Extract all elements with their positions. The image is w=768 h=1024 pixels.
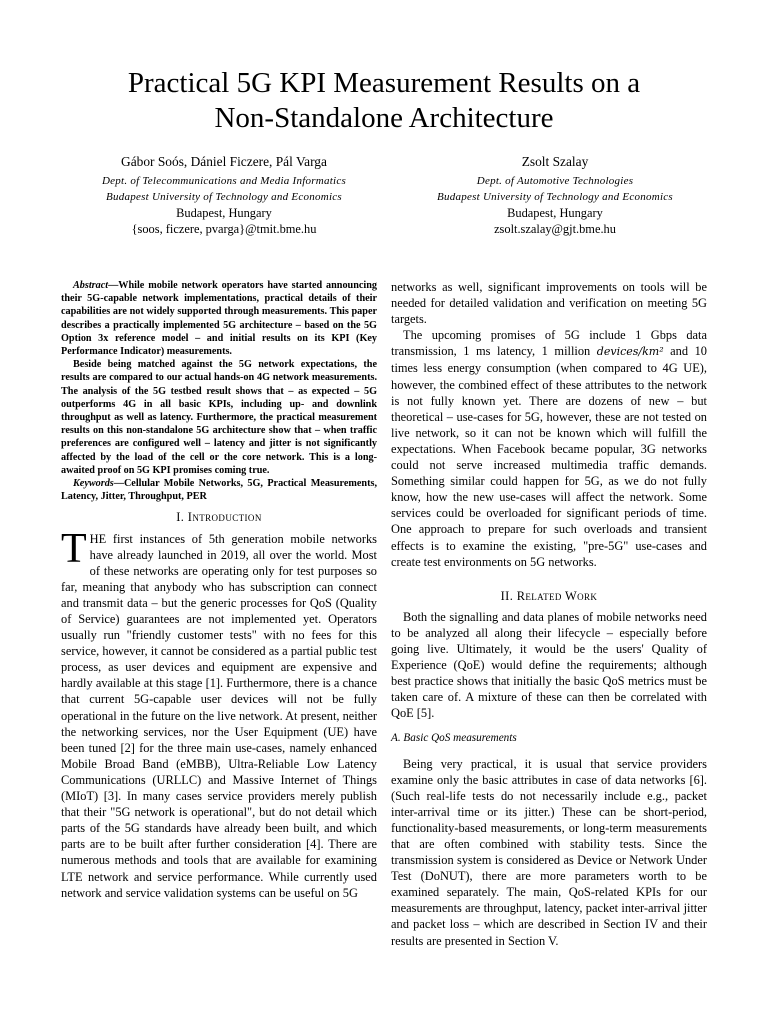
section-heading-related-work: II. Related Work <box>500 588 598 603</box>
author-names: Zsolt Szalay <box>521 154 589 169</box>
author-dept: Dept. of Automotive Technologies <box>476 175 634 187</box>
intro-paragraph-1-continued: networks as well, significant improvements on tools will be needed for detailed validation and verification on meeting 5G targets. <box>391 280 707 327</box>
author-city: Budapest, Hungary <box>176 206 272 220</box>
author-block-1 <box>64 154 384 237</box>
subsection-heading-basic-qos: A. Basic QoS measurements <box>391 732 517 745</box>
right-column <box>391 279 707 949</box>
author-city: Budapest, Hungary <box>507 206 603 220</box>
basic-qos-paragraph-1: Being very practical, it is usual that service providers examine only the basic attributes in case of data networks [6]. (Such real-life tests do not necessarily include e.g., packet inter-arrival time or its jitter.) These can be short-period, functionality-based measurements, or long-term measurements that are often combined with stability tests. Since the transmission system is considered as Device or Network Under Test (DoNUT), there are more parameters worth to be examined separately. The main, QoS-related KPIs for our measurements are throughput, latency, packet inter-arrival jitter and packet loss – which are described in Section IV and their results are presented in Section V. <box>391 756 707 948</box>
author-univ: Budapest University of Technology and Economics <box>437 191 673 203</box>
author-names: Gábor Soós, Dániel Ficzere, Pál Varga <box>121 154 327 169</box>
author-email: zsolt.szalay@gjt.bme.hu <box>494 222 616 236</box>
paper-title <box>60 66 708 136</box>
keywords: Keywords—Cellular Mobile Networks, 5G, Practical Measurements, Latency, Jitter, Throughput, PER <box>61 478 377 503</box>
abstract <box>61 279 377 503</box>
drop-cap: T <box>61 525 87 572</box>
abstract-paragraph-2: Beside being matched against the 5G network expectations, the results are compared to our actual hands-on 4G network measurements. The analysis of the 5G testbed result shows that – as expected – 5G outperforms 4G in all basic KPIs, including up- and downlink throughput as well as latency. Furthermore, the practical measurement results on this non-standalone 5G architecture show that – when traffic preferences are configured well – latency and jitter is not significantly affected by the load of the cell or the core network. This is a long-awaited proof on 5G KPI promises coming true. <box>61 359 377 476</box>
math-devices-per-km2: devices/km² <box>596 345 664 359</box>
title-line-2: Non-Standalone Architecture <box>214 102 554 134</box>
intro-paragraph-1: THE first instances of 5th generation mobile networks have already launched in 2019, all over the world. Most of these networks are operating only for test purposes so far, meaning that anybody who has subscription can connect and transmit data – but the generic processes for QoS (Quality of Service) guarantees are not implemented yet. Operators usually run "friendly customer tests" with no fees for this service, however, it cannot be considered as a partial public test process, as user devices and equipment are expensive and hardly available at this stage [1]. Furthermore, there is a chance that current 5G-capable user devices will not be fully operational in the future on the live network. At present, neither the networking services, nor the User Equipment (UE) have been tuned [2] for the three main use-cases, namely enhanced Mobile Broad Band (eMBB), Ultra-Reliable Low Latency Communications (URLLC) and Massive Internet of Things (MIoT) [3]. In many cases service providers merely publish that their "5G network is operational", but do not detail which parts of the 5G standards have already been built, and which parts are to be built after further consideration [4]. There are numerous methods and tools that are available for examining LTE network and service performance. While currently used network and service validation systems can be useful on 5G <box>61 525 377 900</box>
intro-body <box>61 525 377 901</box>
abstract-lead: Abstract <box>73 280 109 291</box>
author-email: {soos, ficzere, pvarga}@tmit.bme.hu <box>131 222 317 236</box>
left-column <box>61 279 377 901</box>
related-work-paragraph-1: Both the signalling and data planes of mobile networks need to be analyzed all along their lifecycle – especially before going live. Ultimately, it would be the users' Quality of Experience (QoE) would define the requirements; although best practice shows that initially the basic QoS metrics must be taken care of. A mixture of these can then be correlated with QoE [5]. <box>391 609 707 721</box>
author-dept: Dept. of Telecommunications and Media Informatics <box>101 175 347 187</box>
author-univ: Budapest University of Technology and Economics <box>106 191 342 203</box>
author-block-2 <box>395 154 715 237</box>
section-heading-introduction: I. Introduction <box>176 510 262 525</box>
abstract-paragraph-1: Abstract—While mobile network operators have started announcing their 5G-capable network implementations, practical details of their capabilities are not widely supported through measurements. This paper describes a practically implemented 5G architecture – based on the 5G Option 3x reference model – and initial results on its KPI (Key Performance Indicator) measurements. <box>61 280 377 358</box>
keywords-lead: Keywords <box>73 478 114 490</box>
intro-paragraph-2: The upcoming promises of 5G include 1 Gbps data transmission, 1 ms latency, 1 million devices/km² and 10 times less energy consumption (when compared to 4G UE), however, the combined effect of these attributes to the network is not fully known yet. There are dozens of new – but theoretical – use-cases for 5G, however, these are not tested on live network, so it can not be known which will fulfill the expectations. When Facebook became popular, 3G networks could not serve increased multimedia traffic demands. Something similar could happen for 5G, as we do not fully know, how the new use-cases will affect the network. Some services could be overloaded for significant periods of time. One approach to prepare for such overloads and transient effects is to examine the existing, "pre-5G" use-cases and create test environments on 5G networks. <box>391 328 707 569</box>
title-line-1: Practical 5G KPI Measurement Results on a <box>127 67 641 99</box>
